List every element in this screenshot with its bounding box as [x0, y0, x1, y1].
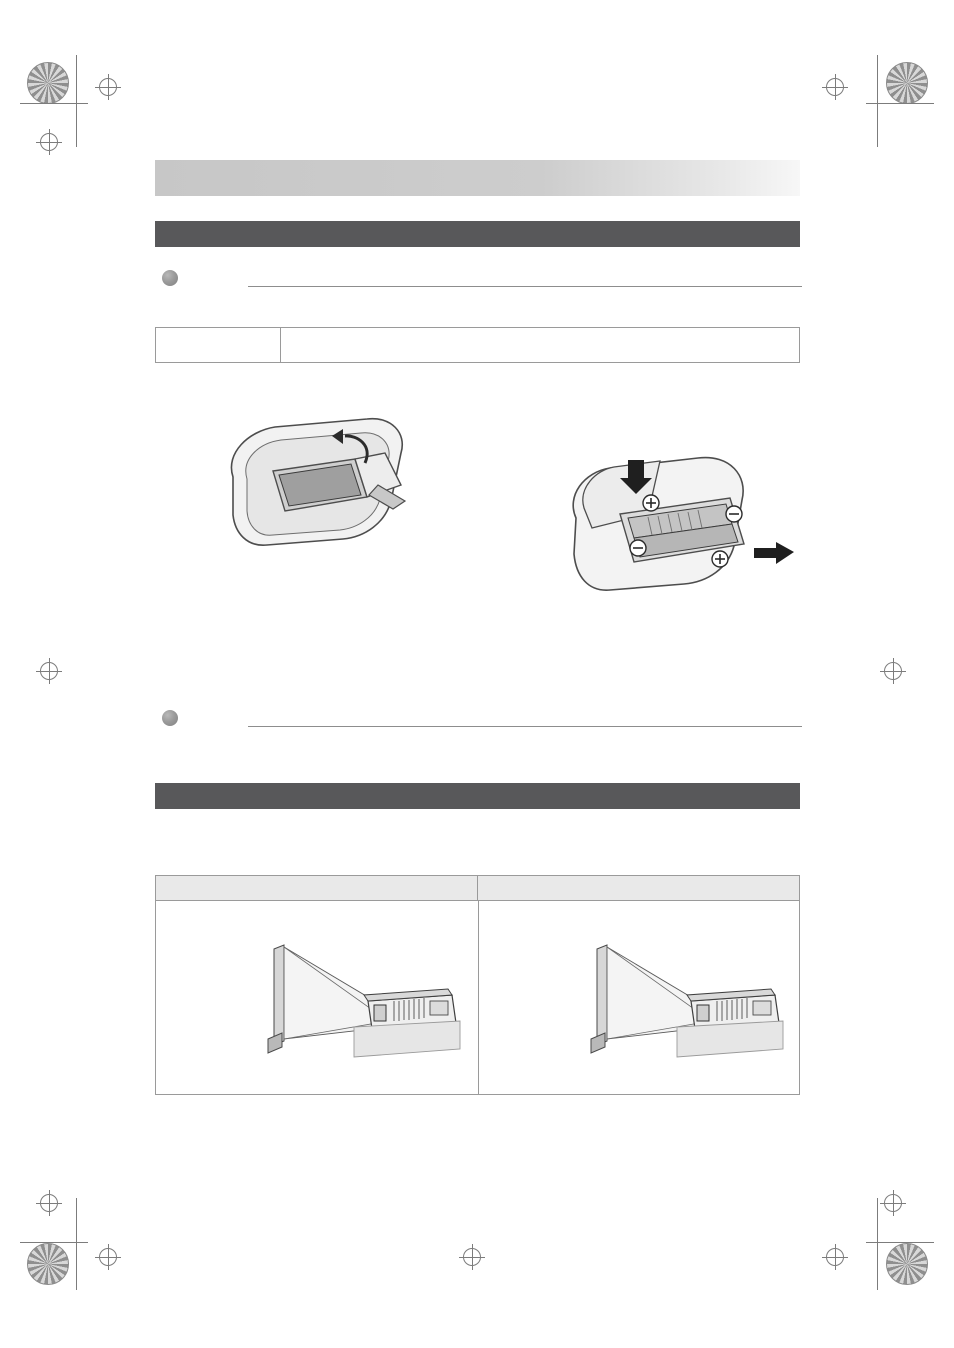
crop-mark-top-right-v — [877, 55, 878, 147]
projection-table-header — [156, 876, 799, 901]
projection-table — [155, 875, 800, 1095]
registration-crosshair-bottom-right — [826, 1248, 844, 1266]
registration-rosette-bottom-right — [886, 1243, 928, 1285]
figure-battery-cover-open — [215, 405, 435, 590]
crop-mark-top-left-v — [76, 55, 77, 147]
projection-table-body — [156, 901, 799, 1095]
battery-cover-open-illustration — [215, 405, 435, 590]
registration-rosette-bottom-left — [27, 1243, 69, 1285]
registration-crosshair-right-lower — [884, 1194, 902, 1212]
bullet-heading-2-rule — [248, 726, 802, 727]
crop-mark-bottom-left-v — [76, 1198, 77, 1290]
registration-rosette-top-right — [886, 62, 928, 104]
registration-crosshair-right-middle — [884, 662, 902, 680]
projection-cell-front-floor-alt — [479, 901, 801, 1095]
registration-crosshair-left-lower — [40, 1194, 58, 1212]
projection-diagram-2 — [479, 901, 801, 1095]
projection-table-header-cell-2 — [478, 876, 799, 900]
battery-insert-illustration — [548, 440, 798, 605]
bullet-dot-icon — [162, 710, 178, 726]
bullet-heading-2 — [162, 706, 802, 732]
section-bar-2 — [155, 783, 800, 809]
note-table-body — [281, 328, 799, 362]
registration-crosshair-bottom-center — [463, 1248, 481, 1266]
registration-crosshair-left-upper — [40, 133, 58, 151]
page-title-band — [155, 160, 800, 196]
section-bar-1 — [155, 221, 800, 247]
projection-diagram-1 — [156, 901, 478, 1095]
note-table — [155, 327, 800, 363]
crop-mark-top-left-h — [20, 103, 88, 104]
registration-crosshair-top-right — [826, 78, 844, 96]
figure-battery-insert — [548, 440, 798, 605]
bullet-heading-1-rule — [248, 286, 802, 287]
registration-crosshair-top-left — [99, 78, 117, 96]
bullet-heading-1 — [162, 266, 802, 292]
crop-mark-bottom-left-h — [20, 1242, 88, 1243]
projection-table-header-cell-1 — [156, 876, 478, 900]
projection-cell-front-floor — [156, 901, 479, 1095]
registration-rosette-top-left — [27, 62, 69, 104]
registration-crosshair-bottom-left — [99, 1248, 117, 1266]
bullet-dot-icon — [162, 270, 178, 286]
note-table-label — [156, 328, 281, 362]
registration-crosshair-left-middle — [40, 662, 58, 680]
crop-mark-bottom-right-v — [877, 1198, 878, 1290]
